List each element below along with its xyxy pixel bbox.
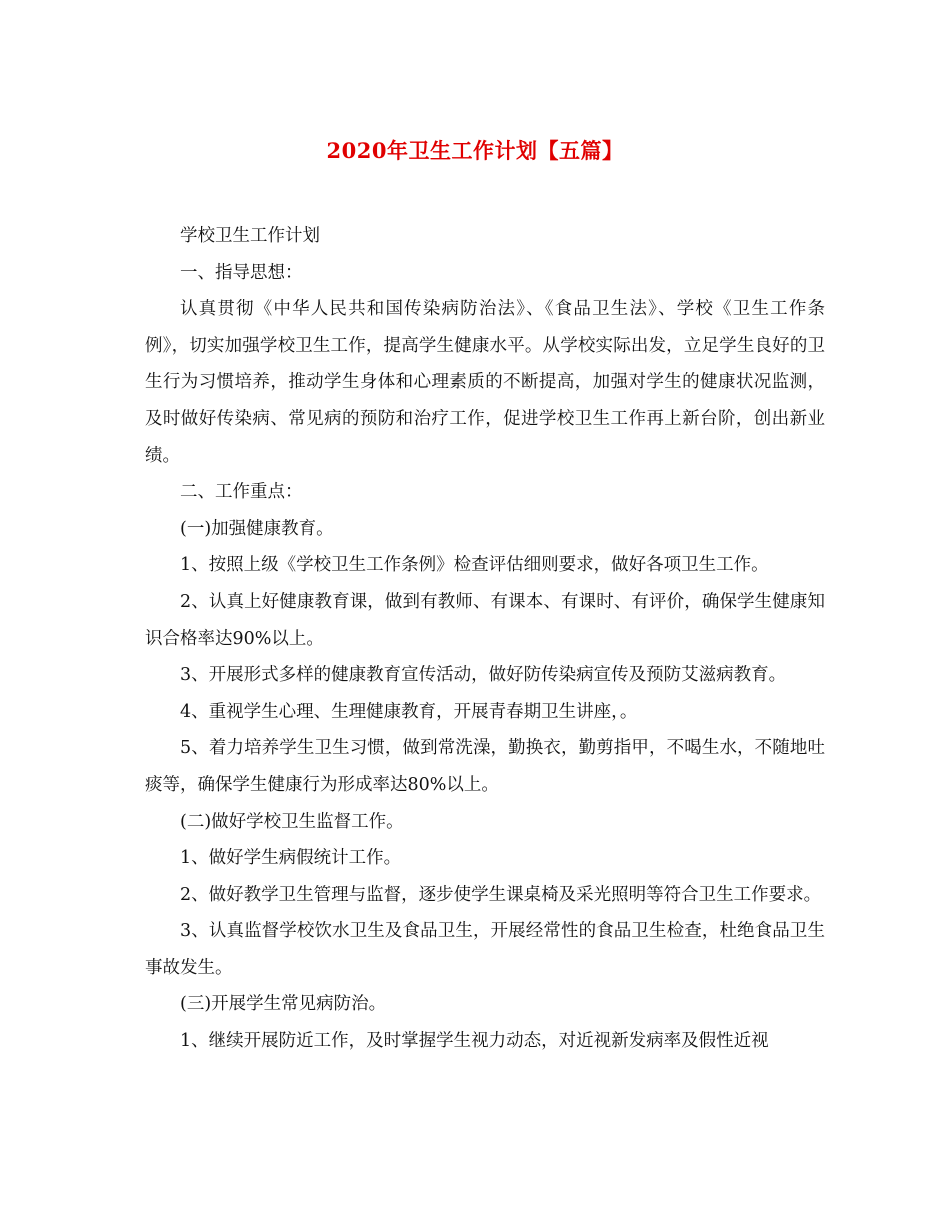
document-title: 2020年卫生工作计划【五篇】 [326, 138, 624, 163]
paragraph: 认真贯彻《中华人民共和国传染病防治法》、《食品卫生法》、学校《卫生工作条例》，切实加强学校卫生工作，提高学生健康水平。从学校实际出发，立足学生良好的卫生行为习惯培养，推动学生身体和心理素质的不断提高，加强对学生的健康状况监测，及时做好传染病、常见病的预防和治疗工作，促进学校卫生工作再上新台阶，创出新业绩。 [145, 299, 825, 466]
section-heading: 学校卫生工作计划 [180, 226, 320, 246]
list-item: 2、做好教学卫生管理与监督，逐步使学生课桌椅及采光照明等符合卫生工作要求。 [180, 884, 822, 905]
list-item: 4、重视学生心理、生理健康教育，开展青春期卫生讲座，。 [180, 701, 638, 722]
list-item: 2、认真上好健康教育课，做到有教师、有课本、有课时、有评价，确保学生健康知识合格率达90%以上。 [145, 591, 825, 649]
list-item: 3、开展形式多样的健康教育宣传活动，做好防传染病宣传及预防艾滋病教育。 [180, 665, 787, 686]
list-item: 5、着力培养学生卫生习惯，做到常洗澡，勤换衣，勤剪指甲，不喝生水，不随地吐痰等，确保学生健康行为形成率达80%以上。 [145, 738, 825, 795]
document-body [145, 218, 825, 1060]
subheading: (二)做好学校卫生监督工作。 [180, 811, 404, 832]
list-item: 3、认真监督学校饮水卫生及食品卫生，开展经常性的食品卫生检查，杜绝食品卫生事故发生。 [145, 921, 825, 978]
subheading: (一)加强健康教育。 [180, 518, 334, 539]
subheading: (三)开展学生常见病防治。 [180, 994, 387, 1015]
subheading: 二、工作重点： [180, 482, 303, 503]
list-item: 1、继续开展防近工作，及时掌握学生视力动态，对近视新发病率及假性近视 [180, 1031, 769, 1052]
list-item: 1、做好学生病假统计工作。 [180, 848, 402, 869]
list-item: 1、按照上级《学校卫生工作条例》检查评估细则要求，做好各项卫生工作。 [180, 555, 769, 576]
subheading: 一、指导思想： [180, 262, 303, 283]
